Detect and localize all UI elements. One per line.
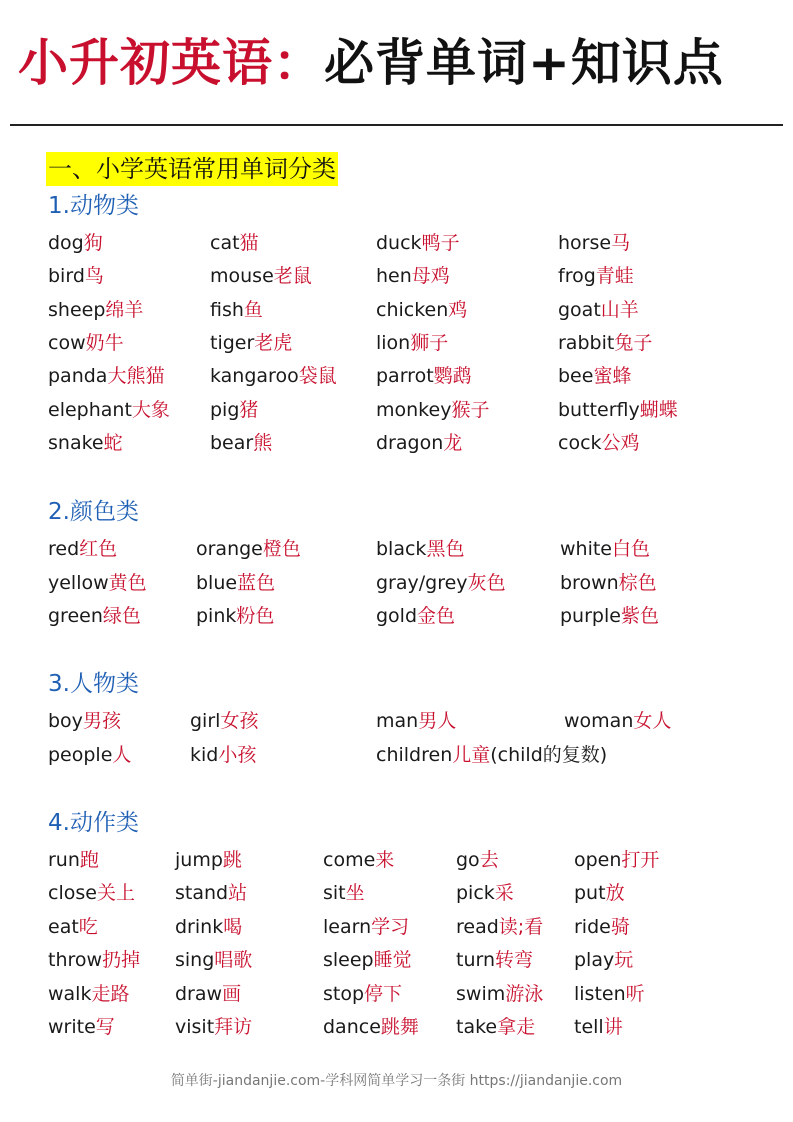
english-word: drink bbox=[175, 915, 224, 938]
word-entry bbox=[376, 431, 462, 455]
english-word: cow bbox=[48, 331, 86, 354]
chinese-meaning: 玩 bbox=[614, 949, 634, 972]
chinese-meaning: 绵羊 bbox=[105, 298, 144, 321]
word-entry bbox=[48, 743, 131, 767]
chinese-meaning: 女人 bbox=[633, 710, 672, 732]
chinese-meaning: 蜜蜂 bbox=[593, 365, 632, 388]
chinese-meaning: 去 bbox=[479, 849, 499, 871]
chinese-meaning: 转弯 bbox=[495, 949, 534, 972]
chinese-meaning: 拿走 bbox=[497, 1016, 536, 1038]
english-word: listen bbox=[574, 982, 626, 1005]
chinese-meaning: 老鼠 bbox=[273, 265, 312, 288]
word-entry bbox=[48, 848, 99, 872]
english-word: brown bbox=[560, 571, 619, 594]
chinese-meaning: 猪 bbox=[239, 398, 259, 421]
english-word: run bbox=[48, 849, 80, 871]
chinese-meaning: 人 bbox=[112, 744, 132, 766]
chinese-meaning: 鸭子 bbox=[421, 232, 460, 254]
chinese-meaning: 袋鼠 bbox=[298, 365, 337, 388]
chinese-meaning: 狮子 bbox=[410, 331, 449, 354]
word-entry bbox=[48, 264, 104, 288]
chinese-meaning: 蛇 bbox=[103, 431, 123, 454]
word-entry bbox=[175, 1015, 252, 1039]
english-word: sit bbox=[323, 882, 346, 905]
word-entry bbox=[558, 431, 640, 455]
chinese-meaning: 游泳 bbox=[505, 982, 544, 1005]
english-word: bird bbox=[48, 265, 85, 288]
english-word: close bbox=[48, 882, 97, 905]
english-word: ride bbox=[574, 915, 611, 938]
chinese-meaning: 灰色 bbox=[467, 571, 506, 594]
english-word: chicken bbox=[376, 298, 449, 321]
category-title: 4.动作类 bbox=[48, 810, 139, 836]
chinese-meaning: 放 bbox=[605, 882, 625, 905]
word-entry bbox=[574, 948, 633, 972]
word-entry bbox=[48, 571, 147, 595]
word-entry bbox=[190, 743, 256, 767]
word-entry bbox=[456, 1015, 535, 1039]
english-word: kid bbox=[190, 744, 219, 766]
english-word: lion bbox=[376, 331, 411, 354]
english-word: come bbox=[323, 849, 376, 871]
english-word: read bbox=[456, 915, 499, 938]
english-word: boy bbox=[48, 710, 83, 732]
english-word: elephant bbox=[48, 398, 132, 421]
english-word: mouse bbox=[210, 265, 274, 288]
word-entry bbox=[558, 298, 639, 322]
chinese-meaning: 紫色 bbox=[620, 605, 659, 627]
chinese-meaning: 唱歌 bbox=[214, 949, 253, 972]
chinese-meaning: 鱼 bbox=[243, 298, 263, 321]
english-word: orange bbox=[196, 538, 263, 560]
word-entry bbox=[48, 1015, 115, 1039]
english-word: pig bbox=[210, 398, 240, 421]
word-entry bbox=[210, 264, 312, 288]
word-entry bbox=[456, 948, 533, 972]
chinese-meaning: 大象 bbox=[131, 398, 170, 421]
word-entry bbox=[48, 331, 124, 355]
english-word: black bbox=[376, 538, 427, 560]
english-word: woman bbox=[564, 710, 634, 732]
chinese-meaning: 跑 bbox=[79, 849, 99, 871]
chinese-meaning: 山羊 bbox=[600, 298, 639, 321]
word-entry bbox=[376, 231, 460, 255]
word-entry bbox=[48, 709, 121, 733]
english-word: open bbox=[574, 849, 622, 871]
category-title: 1.动物类 bbox=[48, 193, 139, 219]
english-word: rabbit bbox=[558, 331, 615, 354]
word-entry bbox=[376, 398, 489, 422]
word-entry bbox=[558, 231, 630, 255]
english-word: throw bbox=[48, 949, 103, 972]
chinese-meaning: 关上 bbox=[96, 882, 135, 905]
chinese-meaning: 大熊猫 bbox=[107, 365, 165, 388]
english-word: tell bbox=[574, 1016, 604, 1038]
english-word: sleep bbox=[323, 949, 374, 972]
english-word: duck bbox=[376, 232, 422, 254]
english-word: man bbox=[376, 710, 419, 732]
chinese-meaning: 扔掉 bbox=[102, 949, 141, 972]
word-entry bbox=[376, 604, 455, 628]
english-word: kangaroo bbox=[210, 365, 299, 388]
chinese-meaning: 狗 bbox=[83, 232, 103, 254]
english-word: draw bbox=[175, 982, 223, 1005]
chinese-meaning: 骑 bbox=[610, 915, 630, 938]
chinese-meaning: 跳 bbox=[222, 849, 242, 871]
english-word: sing bbox=[175, 949, 215, 972]
chinese-meaning: 龙 bbox=[443, 431, 463, 454]
english-word: white bbox=[560, 538, 612, 560]
chinese-meaning: 吃 bbox=[78, 915, 98, 938]
english-word: green bbox=[48, 605, 103, 627]
chinese-meaning: 红色 bbox=[79, 538, 118, 560]
word-note: (child的复数) bbox=[490, 744, 608, 766]
chinese-meaning: 女孩 bbox=[220, 710, 259, 732]
word-entry bbox=[574, 915, 630, 939]
title-black-part: 必背单词+知识点 bbox=[324, 34, 724, 92]
english-word: turn bbox=[456, 949, 496, 972]
english-word: snake bbox=[48, 431, 104, 454]
english-word: goat bbox=[558, 298, 601, 321]
word-entry bbox=[175, 915, 242, 939]
word-entry bbox=[210, 398, 258, 422]
chinese-meaning: 来 bbox=[375, 849, 395, 871]
category-title: 3.人物类 bbox=[48, 671, 139, 697]
word-entry bbox=[48, 915, 98, 939]
word-entry bbox=[560, 604, 659, 628]
english-word: panda bbox=[48, 365, 108, 388]
word-entry bbox=[558, 331, 652, 355]
title-red-part: 小升初英语： bbox=[18, 34, 324, 92]
chinese-meaning: 黑色 bbox=[426, 538, 465, 560]
chinese-meaning: 讲 bbox=[603, 1016, 623, 1038]
chinese-meaning: 小孩 bbox=[218, 744, 257, 766]
word-entry bbox=[48, 431, 123, 455]
chinese-meaning: 走路 bbox=[91, 982, 130, 1005]
english-word: stop bbox=[323, 982, 365, 1005]
word-entry bbox=[48, 881, 135, 905]
english-word: blue bbox=[196, 571, 238, 594]
page-title bbox=[18, 34, 724, 92]
english-word: bee bbox=[558, 365, 594, 388]
chinese-meaning: 读;看 bbox=[498, 915, 544, 938]
english-word: girl bbox=[190, 710, 221, 732]
english-word: learn bbox=[323, 915, 372, 938]
english-word: dog bbox=[48, 232, 84, 254]
footer: 简单街-jiandanjie.com-学科网简单学习一条街 https://jiandanjie.com bbox=[170, 1073, 623, 1089]
word-entry bbox=[175, 948, 252, 972]
chinese-meaning: 棕色 bbox=[618, 571, 657, 594]
chinese-meaning: 黄色 bbox=[108, 571, 147, 594]
chinese-meaning: 白色 bbox=[612, 538, 651, 560]
title-divider bbox=[10, 124, 783, 126]
chinese-meaning: 鸡 bbox=[448, 298, 468, 321]
chinese-meaning: 睡觉 bbox=[373, 949, 412, 972]
word-entry bbox=[456, 881, 514, 905]
word-entry bbox=[574, 982, 645, 1006]
chinese-meaning: 喝 bbox=[223, 915, 243, 938]
english-word: tiger bbox=[210, 331, 255, 354]
english-word: gold bbox=[376, 605, 418, 627]
word-entry bbox=[48, 298, 143, 322]
word-entry bbox=[376, 571, 506, 595]
word-entry bbox=[456, 848, 499, 872]
english-word: sheep bbox=[48, 298, 106, 321]
word-entry bbox=[558, 264, 634, 288]
chinese-meaning: 打开 bbox=[621, 849, 660, 871]
english-word: put bbox=[574, 882, 606, 905]
word-entry bbox=[323, 948, 412, 972]
chinese-meaning: 猫 bbox=[239, 232, 259, 254]
chinese-meaning: 写 bbox=[95, 1016, 115, 1038]
chinese-meaning: 画 bbox=[222, 982, 242, 1005]
english-word: parrot bbox=[376, 365, 434, 388]
word-entry bbox=[323, 848, 394, 872]
chinese-meaning: 公鸡 bbox=[601, 431, 640, 454]
chinese-meaning: 鹦鹉 bbox=[433, 365, 472, 388]
chinese-meaning: 男孩 bbox=[82, 710, 121, 732]
english-word: play bbox=[574, 949, 615, 972]
word-entry bbox=[574, 1015, 623, 1039]
english-word: red bbox=[48, 538, 80, 560]
chinese-meaning: 采 bbox=[494, 882, 514, 905]
english-word: butterfly bbox=[558, 398, 640, 421]
english-word: eat bbox=[48, 915, 79, 938]
word-entry bbox=[48, 604, 141, 628]
english-word: visit bbox=[175, 1016, 215, 1038]
word-entry bbox=[175, 848, 242, 872]
word-entry bbox=[564, 709, 671, 733]
word-entry bbox=[48, 364, 164, 388]
english-word: frog bbox=[558, 265, 596, 288]
english-word: stand bbox=[175, 882, 229, 905]
english-word: dragon bbox=[376, 431, 444, 454]
english-word: purple bbox=[560, 605, 621, 627]
chinese-meaning: 蝴蝶 bbox=[639, 398, 678, 421]
chinese-meaning: 金色 bbox=[417, 605, 456, 627]
english-word: jump bbox=[175, 849, 223, 871]
english-word: hen bbox=[376, 265, 412, 288]
word-entry bbox=[456, 982, 543, 1006]
word-entry bbox=[456, 915, 543, 939]
english-word: swim bbox=[456, 982, 506, 1005]
chinese-meaning: 学习 bbox=[371, 915, 410, 938]
chinese-meaning: 粉色 bbox=[236, 605, 275, 627]
word-entry bbox=[210, 331, 292, 355]
word-entry bbox=[376, 264, 450, 288]
chinese-meaning: 猴子 bbox=[451, 398, 490, 421]
english-word: pick bbox=[456, 882, 495, 905]
chinese-meaning: 鸟 bbox=[84, 265, 104, 288]
word-entry bbox=[210, 364, 337, 388]
chinese-meaning: 听 bbox=[625, 982, 645, 1005]
word-entry bbox=[376, 743, 607, 767]
word-entry bbox=[210, 231, 259, 255]
word-entry bbox=[48, 537, 117, 561]
english-word: take bbox=[456, 1016, 498, 1038]
chinese-meaning: 停下 bbox=[364, 982, 403, 1005]
word-entry bbox=[196, 571, 275, 595]
chinese-meaning: 绿色 bbox=[102, 605, 141, 627]
word-entry bbox=[558, 364, 631, 388]
word-entry bbox=[196, 537, 301, 561]
word-entry bbox=[574, 881, 625, 905]
chinese-meaning: 奶牛 bbox=[85, 331, 124, 354]
word-entry bbox=[175, 982, 241, 1006]
word-entry bbox=[323, 881, 365, 905]
chinese-meaning: 马 bbox=[611, 232, 631, 254]
word-entry bbox=[48, 948, 140, 972]
english-word: horse bbox=[558, 232, 612, 254]
word-entry bbox=[376, 537, 464, 561]
word-entry bbox=[560, 571, 657, 595]
word-entry bbox=[175, 881, 247, 905]
word-entry bbox=[323, 1015, 419, 1039]
word-entry bbox=[376, 364, 472, 388]
english-word: walk bbox=[48, 982, 92, 1005]
english-word: gray/grey bbox=[376, 571, 468, 594]
english-word: cock bbox=[558, 431, 602, 454]
word-entry bbox=[376, 298, 467, 322]
word-entry bbox=[210, 298, 263, 322]
english-word: children bbox=[376, 744, 453, 766]
word-entry bbox=[48, 982, 129, 1006]
chinese-meaning: 青蛙 bbox=[595, 265, 634, 288]
word-entry bbox=[196, 604, 274, 628]
chinese-meaning: 坐 bbox=[345, 882, 365, 905]
chinese-meaning: 熊 bbox=[253, 431, 273, 454]
chinese-meaning: 老虎 bbox=[254, 331, 293, 354]
word-entry bbox=[376, 709, 456, 733]
word-entry bbox=[558, 398, 678, 422]
chinese-meaning: 母鸡 bbox=[411, 265, 450, 288]
word-entry bbox=[574, 848, 659, 872]
chinese-meaning: 儿童 bbox=[452, 744, 491, 766]
word-entry bbox=[210, 431, 272, 455]
english-word: bear bbox=[210, 431, 254, 454]
english-word: yellow bbox=[48, 571, 109, 594]
english-word: write bbox=[48, 1016, 96, 1038]
english-word: go bbox=[456, 849, 480, 871]
word-entry bbox=[323, 915, 409, 939]
section-heading: 一、小学英语常用单词分类 bbox=[46, 152, 338, 186]
english-word: monkey bbox=[376, 398, 452, 421]
category-title: 2.颜色类 bbox=[48, 499, 139, 525]
word-entry bbox=[323, 982, 402, 1006]
chinese-meaning: 跳舞 bbox=[380, 1016, 419, 1038]
chinese-meaning: 兔子 bbox=[614, 331, 653, 354]
english-word: pink bbox=[196, 605, 237, 627]
chinese-meaning: 橙色 bbox=[262, 538, 301, 560]
word-entry bbox=[376, 331, 448, 355]
english-word: people bbox=[48, 744, 113, 766]
word-entry bbox=[48, 231, 103, 255]
chinese-meaning: 蓝色 bbox=[237, 571, 276, 594]
word-entry bbox=[48, 398, 170, 422]
word-entry bbox=[190, 709, 258, 733]
chinese-meaning: 男人 bbox=[418, 710, 457, 732]
english-word: dance bbox=[323, 1016, 381, 1038]
english-word: cat bbox=[210, 232, 240, 254]
word-entry bbox=[560, 537, 650, 561]
chinese-meaning: 站 bbox=[228, 882, 248, 905]
chinese-meaning: 拜访 bbox=[214, 1016, 253, 1038]
english-word: fish bbox=[210, 298, 244, 321]
